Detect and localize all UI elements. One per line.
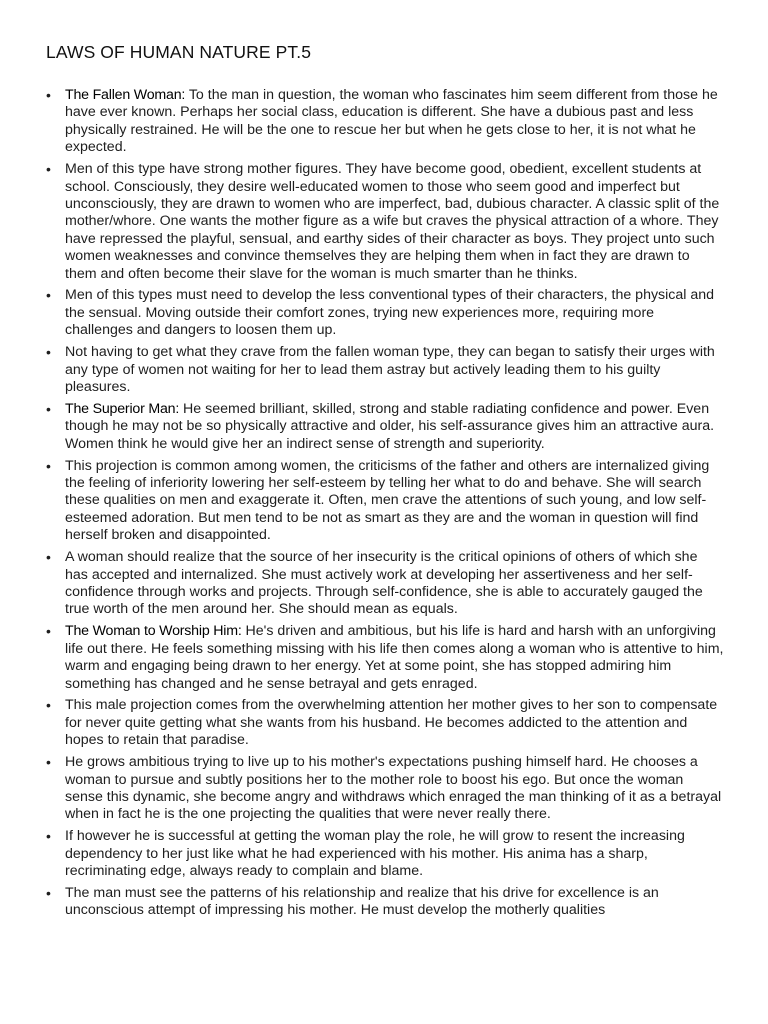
list-item (46, 344, 724, 396)
list-item (46, 885, 724, 920)
item-text: The man must see the patterns of his relationship and realize that his drive for excellence is an unconscious attempt of impressing his mother. He must develop the motherly qualities (65, 884, 659, 919)
item-text: Men of this type have strong mother figures. They have become good, obedient, excellent students at school. Consciously, they desire well-educated women to those who seem good and imperfect but unconsciously, they are drawn to women who are imperfect, bad, dubious character. A classic split of the mother/whore. One wants the mother figure as a wife but craves the physical attraction of a whore. They have repressed the playful, sensual, and earthy sides of their character as boys. They project unto such women weaknesses and convince themselves they are helping them when in fact they are drawn to them and often become their slave for the woman is much smarter than he thinks. (65, 161, 720, 282)
list-item (46, 287, 724, 339)
bullet-list (46, 87, 724, 920)
item-text: If however he is successful at getting the woman play the role, he will grow to resent the increasing dependency to her just like what he had experienced with his mother. His anima has a sharp, recriminating edge, always ready to complain and blame. (65, 828, 685, 880)
item-text: To the man in question, the woman who fascinates him seem different from those he have ever known. Perhaps her social class, education is different. She have a dubious past and less physically restrained. He will be the one to rescue her but when he gets close to her, it is not what he expected. (65, 87, 718, 156)
section-heading: The Fallen Woman: (65, 87, 186, 103)
item-text: This male projection comes from the overwhelming attention her mother gives to her son to compensate for never quite getting what she wants from his husband. He becomes addicted to the attention and hopes to retain that paradise. (65, 697, 718, 749)
list-item (46, 458, 724, 545)
list-item (46, 161, 724, 283)
item-text: He seemed brilliant, skilled, strong and stable radiating confidence and power. Even though he may not be so physically attractive and older, his self-assurance gives him an attractive aura. Women think he would give her an indirect sense of strength and superiority. (65, 400, 715, 452)
item-text: This projection is common among women, the criticisms of the father and others are internalized giving the feeling of inferiority lowering her self-esteem by telling her what to do and behave. She will search these qualities on men and exaggerate it. Often, men crave the attentions of such young, and low self-esteemed adoration. But men tend to be not as smart as they are and the woman in question will find herself broken and disappointed. (65, 457, 710, 544)
list-item (46, 549, 724, 619)
item-text: Men of this types must need to develop the less conventional types of their characters, the physical and the sensual. Moving outside their comfort zones, trying new experiences more, requiring more challenges and dangers to loosen them up. (65, 287, 715, 339)
list-item (46, 623, 724, 693)
list-item (46, 87, 724, 157)
item-text: He's driven and ambitious, but his life is hard and harsh with an unforgiving life out there. He feels something missing with his life then comes along a woman who is attentive to him, warm and engaging being drawn to her energy. Yet at some point, she has stopped admiring him something has changed and he sense betrayal and gets enraged. (65, 623, 724, 692)
section-heading: The Superior Man: (65, 400, 180, 417)
list-item (46, 697, 724, 749)
list-item (46, 401, 724, 453)
section-heading: The Woman to Worship Him: (65, 623, 242, 640)
item-text: He grows ambitious trying to live up to his mother's expectations pushing himself hard. He chooses a woman to pursue and subtly positions her to the mother role to boost his ego. But once the woman sense this dynamic, she become angry and withdraws which enraged the man thinking of it as a betrayal when in fact he is the one projecting the qualities that were never really there. (65, 754, 722, 823)
document-title: LAWS OF HUMAN NATURE PT.5 (46, 42, 312, 62)
list-item (46, 754, 724, 824)
item-text: Not having to get what they crave from the fallen woman type, they can began to satisfy their urges with any type of women not waiting for her to lead them astray but actively leading them to his guilty pleasures. (65, 344, 715, 395)
item-text: A woman should realize that the source of her insecurity is the critical opinions of others of which she has accepted and internalized. She must actively work at developing her assertiveness and her self-confidence through works and projects. Through self-confidence, she is able to accurately gauged the true worth of the men around her. She should mean as equals. (65, 549, 703, 618)
list-item (46, 828, 724, 880)
